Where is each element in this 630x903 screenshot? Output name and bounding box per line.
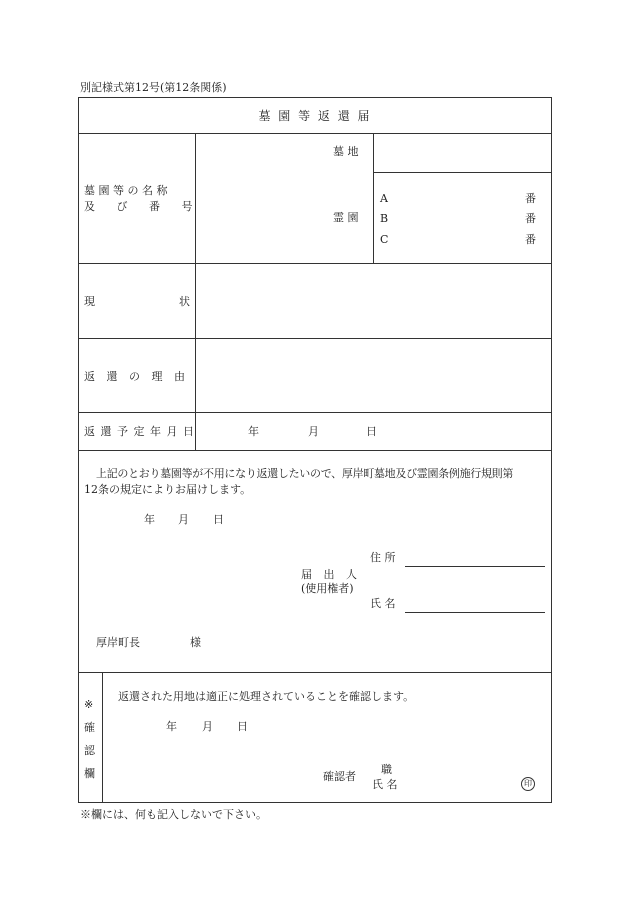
form-number: 別記様式第12号(第12条関係): [80, 81, 227, 94]
section-b-number-suffix: 番: [525, 212, 536, 225]
planned-month-label: 月: [308, 425, 319, 438]
applicant-sub-label: (使用権者): [301, 582, 354, 595]
cemetery-input[interactable]: [374, 134, 552, 172]
declaration-day: 日: [213, 513, 224, 526]
planned-year-label: 年: [248, 425, 259, 438]
mausoleum-label: 霊 園: [333, 211, 359, 224]
reason-input[interactable]: [196, 339, 552, 412]
section-c-label: C: [380, 233, 389, 246]
confirmer-label: 確認者: [323, 770, 356, 783]
position-label: 職: [381, 763, 392, 776]
confirmation-text: 返還された用地は適正に処理されていることを確認します。: [118, 690, 415, 703]
planned-day-label: 日: [366, 425, 377, 438]
reason-label: 返 還 の 理 由: [84, 370, 189, 383]
section-b-label: B: [380, 212, 389, 225]
confirmation-col-1: 確: [84, 721, 95, 734]
section-c-number-suffix: 番: [525, 233, 536, 246]
name-label: 氏 名: [370, 597, 396, 610]
planned-date-label: 返 還 予 定 年 月 日: [84, 425, 195, 438]
confirmation-year: 年: [166, 720, 177, 733]
confirmation-col-3: 欄: [84, 767, 95, 780]
confirmer-name-label: 氏 名: [372, 778, 398, 791]
current-state-input[interactable]: [196, 264, 552, 338]
applicant-label: 届 出 人: [301, 568, 361, 581]
form-title: 墓 園 等 返 還 届: [258, 109, 372, 123]
declaration-line2: 12条の規定によりお届けします。: [84, 483, 252, 496]
cemetery-label: 墓 地: [333, 145, 359, 158]
declaration-line1: 上記のとおり墓園等が不用になり返還したいので、厚岸町墓地及び霊園条例施行規則第: [96, 467, 514, 480]
confirmation-mark: ※: [84, 698, 94, 711]
name-underline[interactable]: [405, 612, 545, 613]
address-label: 住 所: [370, 551, 396, 564]
facility-label-line2: 及 び 番 号: [84, 200, 202, 213]
address-underline[interactable]: [405, 566, 545, 567]
section-a-label: A: [380, 192, 388, 205]
declaration-month: 月: [178, 513, 189, 526]
confirmation-col-2: 認: [84, 744, 95, 757]
confirmation-month: 月: [202, 720, 213, 733]
declaration-year: 年: [144, 513, 155, 526]
current-state-label: 現 状: [84, 295, 190, 308]
footnote: ※欄には、何も記入しないで下さい。: [80, 808, 267, 821]
honorific: 様: [190, 636, 201, 649]
confirmation-day: 日: [237, 720, 248, 733]
recipient: 厚岸町長: [96, 636, 140, 649]
seal-mark: 印: [521, 777, 535, 791]
section-a-number-suffix: 番: [525, 192, 536, 205]
facility-label-line1: 墓 園 等 の 名 称: [84, 184, 168, 197]
